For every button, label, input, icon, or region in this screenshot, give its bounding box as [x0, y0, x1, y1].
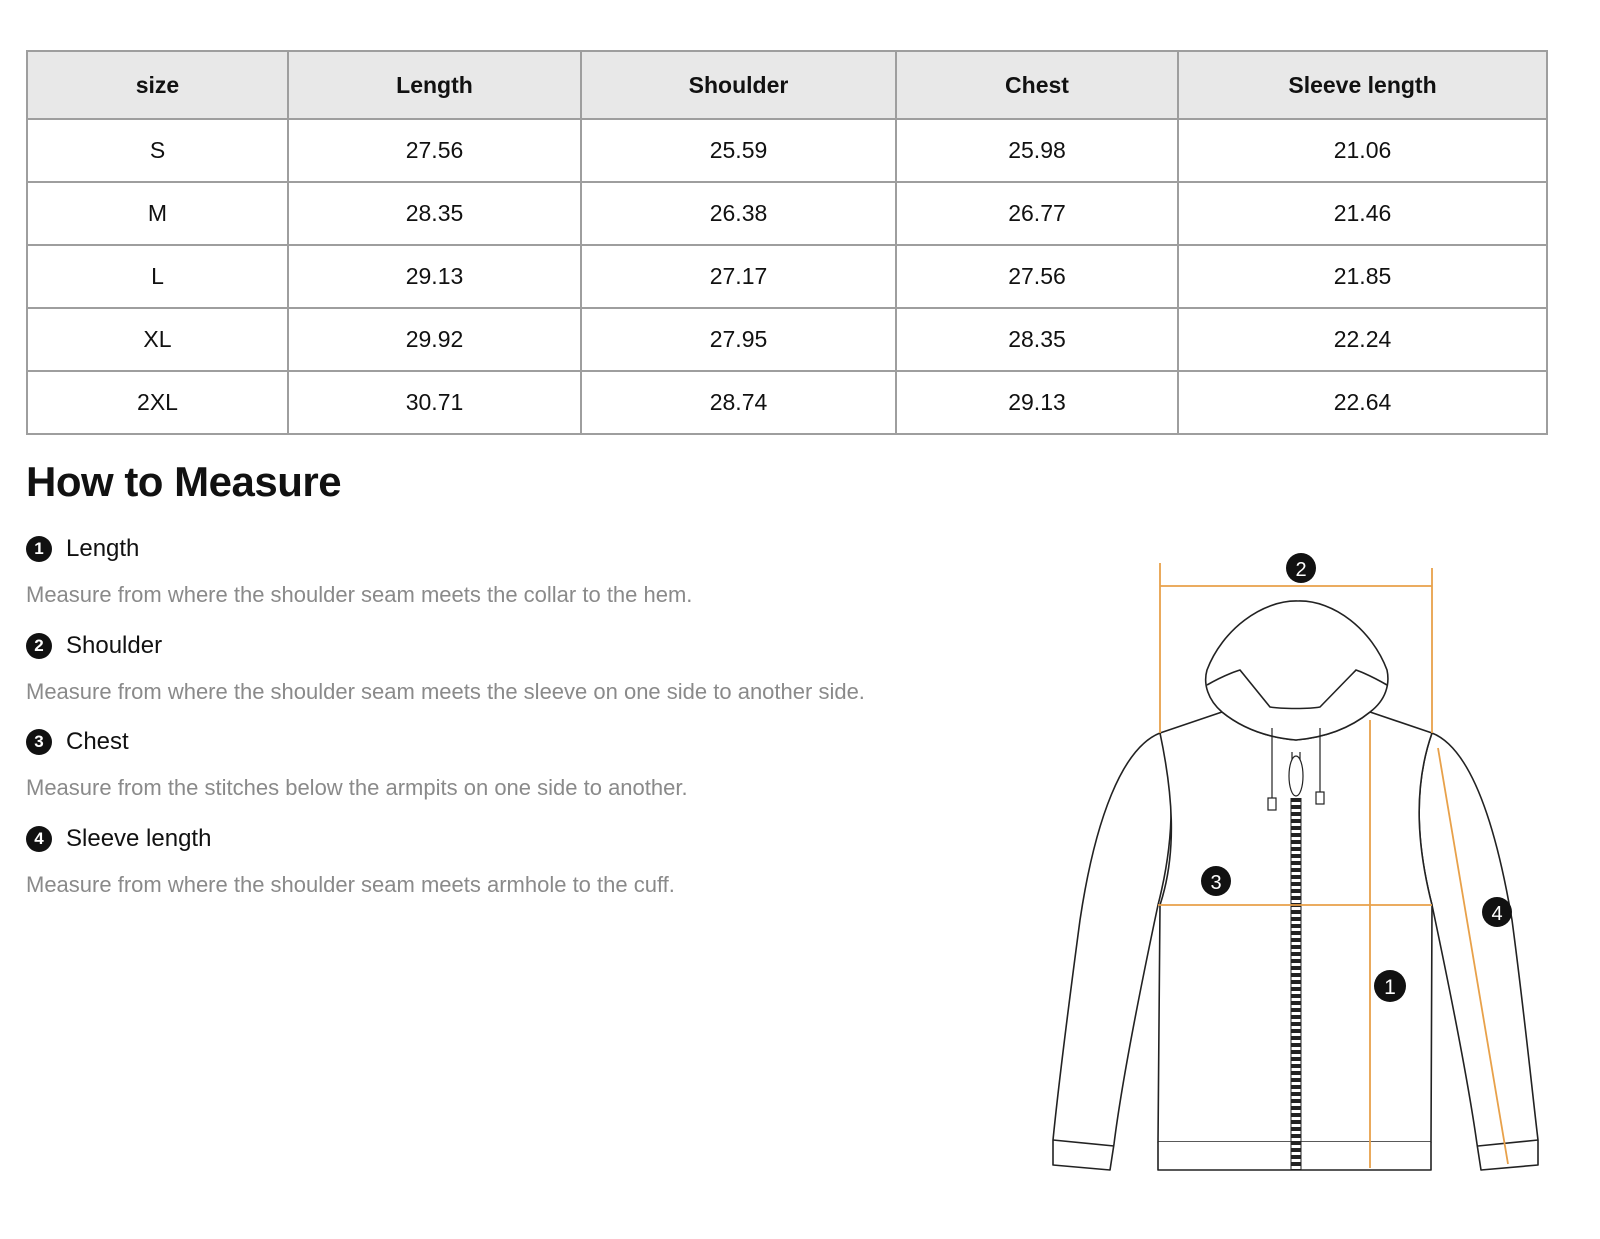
header-sleeve-length: Sleeve length [1178, 51, 1547, 119]
marker-4-icon [1482, 897, 1512, 927]
table-cell: XL [27, 308, 288, 371]
svg-text:3: 3 [1210, 872, 1222, 894]
table-cell: 30.71 [288, 371, 581, 434]
svg-text:4: 4 [1491, 903, 1503, 925]
measure-item-label: Sleeve length [66, 825, 212, 852]
table-row [27, 119, 1547, 182]
measure-item-label: Chest [66, 728, 129, 755]
table-cell: 22.64 [1178, 371, 1547, 434]
table-row [27, 308, 1547, 371]
measure-item-description: Measure from where the shoulder seam meets the sleeve on one side to another side. [26, 679, 865, 704]
measure-item-label: Length [66, 535, 140, 562]
svg-text:1: 1 [1384, 976, 1396, 999]
marker-1-icon [1374, 970, 1406, 1002]
table-cell: 21.46 [1178, 182, 1547, 245]
hoodie-measurement-diagram [1040, 545, 1560, 1195]
marker-2-icon [1286, 553, 1316, 583]
table-cell: 25.98 [896, 119, 1178, 182]
table-cell: 26.38 [581, 182, 896, 245]
table-cell: 27.56 [896, 245, 1178, 308]
table-cell: 21.85 [1178, 245, 1547, 308]
size-chart-table [26, 50, 1548, 435]
table-cell: M [27, 182, 288, 245]
table-header-row [27, 51, 1547, 119]
table-cell: 28.35 [896, 308, 1178, 371]
svg-text:2: 2 [1295, 559, 1307, 581]
table-cell: 27.17 [581, 245, 896, 308]
table-cell: 22.24 [1178, 308, 1547, 371]
measure-item-shoulder [26, 631, 865, 705]
table-row [27, 245, 1547, 308]
number-badge-icon: 3 [26, 729, 52, 755]
number-badge-icon: 2 [26, 633, 52, 659]
header-chest: Chest [896, 51, 1178, 119]
how-to-measure-title: How to Measure [26, 458, 342, 505]
measure-item-description: Measure from where the shoulder seam meets armhole to the cuff. [26, 872, 675, 897]
table-cell: 26.77 [896, 182, 1178, 245]
header-length: Length [288, 51, 581, 119]
table-cell: S [27, 119, 288, 182]
table-cell: 21.06 [1178, 119, 1547, 182]
table-cell: 27.56 [288, 119, 581, 182]
table-cell: 28.35 [288, 182, 581, 245]
table-row [27, 371, 1547, 434]
table-row [27, 182, 1547, 245]
table-cell: 25.59 [581, 119, 896, 182]
table-cell: 2XL [27, 371, 288, 434]
marker-3-icon [1201, 866, 1231, 896]
measure-item-label: Shoulder [66, 632, 163, 659]
header-size: size [27, 51, 288, 119]
zip-hoodie-icon [1040, 545, 1560, 1195]
header-shoulder: Shoulder [581, 51, 896, 119]
table-cell: 29.92 [288, 308, 581, 371]
number-badge-icon: 4 [26, 826, 52, 852]
table-cell: 27.95 [581, 308, 896, 371]
table-cell: 29.13 [288, 245, 581, 308]
measure-item-sleeve-length [26, 824, 675, 898]
measure-item-description: Measure from the stitches below the armpits on one side to another. [26, 775, 688, 800]
table-cell: 28.74 [581, 371, 896, 434]
table-cell: L [27, 245, 288, 308]
number-badge-icon: 1 [26, 536, 52, 562]
table-cell: 29.13 [896, 371, 1178, 434]
measure-item-description: Measure from where the shoulder seam meets the collar to the hem. [26, 582, 693, 607]
measure-item-length [26, 534, 692, 608]
measure-item-chest [26, 727, 688, 801]
